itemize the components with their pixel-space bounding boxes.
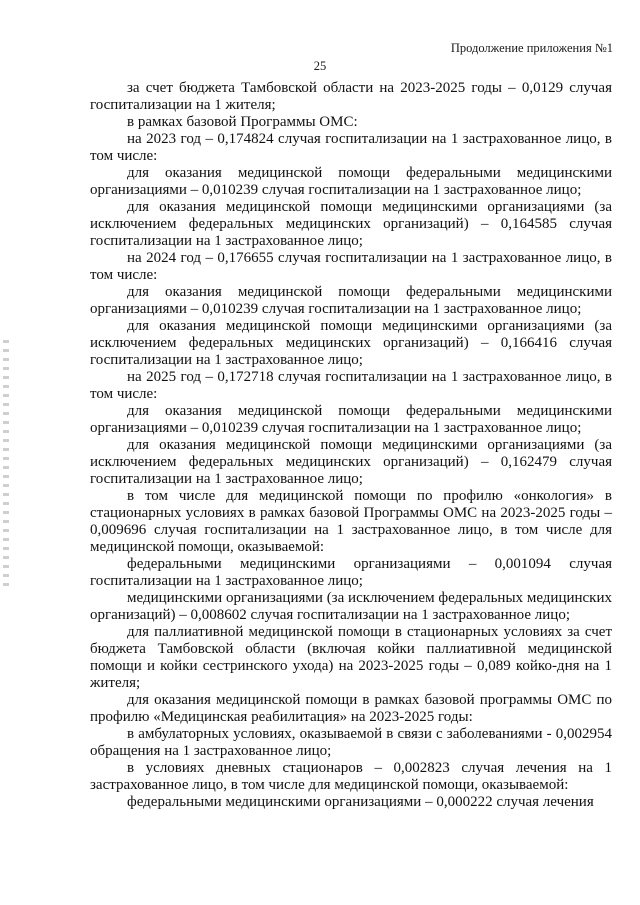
paragraph: федеральными медицинскими организациями – 0,001094 случая госпитализации на 1 застрахованное лицо; bbox=[90, 556, 612, 589]
paragraph: на 2024 год – 0,176655 случая госпитализации на 1 застрахованное лицо, в том числе: bbox=[90, 250, 612, 283]
page-number: 25 bbox=[313, 59, 327, 73]
paragraph: для оказания медицинской помощи в рамках базовой программы ОМС по профилю «Медицинская реабилитация» на 2023-2025 годы: bbox=[90, 692, 612, 725]
paragraph: в том числе для медицинской помощи по профилю «онкология» в стационарных условиях в рамках базовой Программы ОМС на 2023-2025 годы – 0,009696 случая госпитализации на 1 застрахованное лицо, в том числе для медицинской помощи, оказываемой: bbox=[90, 488, 612, 555]
paragraph: на 2023 год – 0,174824 случая госпитализации на 1 застрахованное лицо, в том числе: bbox=[90, 131, 612, 164]
appendix-continuation-note: Продолжение приложения №1 bbox=[450, 41, 613, 55]
paragraph: для оказания медицинской помощи медицинскими организациями (за исключением федеральных медицинских организаций) – 0,166416 случая госпитализации на 1 застрахованное лицо; bbox=[90, 318, 612, 368]
paragraph: для оказания медицинской помощи федеральными медицинскими организациями – 0,010239 случая госпитализации на 1 застрахованное лицо; bbox=[90, 403, 612, 436]
paragraph: для оказания медицинской помощи федеральными медицинскими организациями – 0,010239 случая госпитализации на 1 застрахованное лицо; bbox=[90, 284, 612, 317]
paragraph: за счет бюджета Тамбовской области на 2023-2025 годы – 0,0129 случая госпитализации на 1 жителя; bbox=[90, 80, 612, 113]
document-body bbox=[90, 80, 612, 811]
paragraph: для оказания медицинской помощи медицинскими организациями (за исключением федеральных медицинских организаций) – 0,162479 случая госпитализации на 1 застрахованное лицо; bbox=[90, 437, 612, 487]
paragraph: на 2025 год – 0,172718 случая госпитализации на 1 застрахованное лицо, в том числе: bbox=[90, 369, 612, 402]
paragraph: для паллиативной медицинской помощи в стационарных условиях за счет бюджета Тамбовской области (включая койки паллиативной медицинской помощи и койки сестринского ухода) на 2023-2025 годы – 0,089 койко-дня на 1 жителя; bbox=[90, 624, 612, 691]
paragraph: в рамках базовой Программы ОМС: bbox=[127, 114, 358, 130]
paragraph: медицинскими организациями (за исключением федеральных медицинских организаций) – 0,008602 случая госпитализации на 1 застрахованное лицо; bbox=[90, 590, 612, 623]
margin-scan-marks bbox=[3, 340, 9, 590]
paragraph: для оказания медицинской помощи федеральными медицинскими организациями – 0,010239 случая госпитализации на 1 застрахованное лицо; bbox=[90, 165, 612, 198]
paragraph: федеральными медицинскими организациями – 0,000222 случая лечения bbox=[127, 794, 594, 810]
paragraph: в амбулаторных условиях, оказываемой в связи с заболеваниями - 0,002954 обращения на 1 застрахованное лицо; bbox=[90, 726, 612, 759]
paragraph: для оказания медицинской помощи медицинскими организациями (за исключением федеральных медицинских организаций) – 0,164585 случая госпитализации на 1 застрахованное лицо; bbox=[90, 199, 612, 249]
paragraph: в условиях дневных стационаров – 0,002823 случая лечения на 1 застрахованное лицо, в том числе для медицинской помощи, оказываемой: bbox=[90, 760, 612, 793]
